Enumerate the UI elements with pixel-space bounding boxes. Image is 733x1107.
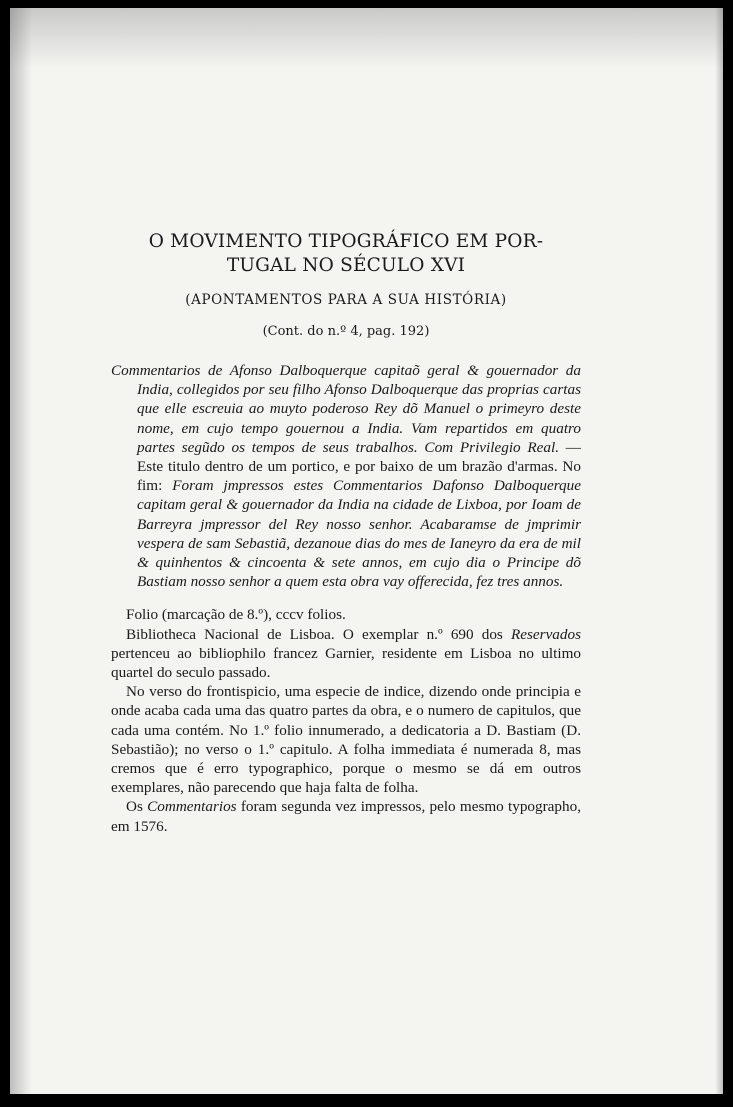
title-line-2: TUGAL NO SÉCULO XVI — [226, 255, 466, 276]
bibliographic-entry — [111, 361, 581, 591]
entry-title: Commentarios de Afonso Dalboquerque capitaõ geral & gouernador da India, collegidos por seu filho Afonso Dalboquerque das proprias cartas que elle escreuia ao muyto poderoso Rey dõ Manuel o primeyro deste nome, em cujo tempo gouernou a India. Vam repartidos em quatro partes segũdo os tempos de seus trabalhos. Com Privilegio Real. — [111, 362, 581, 456]
commentarios-title: Commentarios — [147, 798, 237, 816]
bibliotheca-paragraph — [111, 625, 581, 683]
scan-shadow-left — [10, 8, 32, 1094]
scanned-page — [10, 8, 723, 1094]
continuation-note: (Cont. do n.º 4, pag. 192) — [262, 324, 430, 339]
entry-description: — Este titulo dentro de um portico, e por baixo de um brazão d'armas. No fim: — [137, 438, 581, 495]
article-title — [111, 230, 581, 278]
verso-paragraph: No verso do frontispicio, uma especie de indice, dizendo onde principia e onde acaba cada uma das quatro partes da obra, e o numero de capitulos, que cada uma contém. No 1.º folio innumerado, a dedicatoria a D. Bastiam (D. Sebastião); no verso o 1.º capitulo. A folha immediata é numerada 8, mas cremos que é erro typographico, porque o mesmo se dá em outros exemplares, não parecendo que haja falta de folha. — [111, 683, 581, 797]
bibliotheca-text-b: pertenceu ao bibliophilo francez Garnier, residente em Lisboa no ultimo quartel do seculo passado. — [111, 644, 581, 682]
article-subtitle: (APONTAMENTOS PARA A SUA HISTÓRIA) — [185, 292, 507, 308]
scan-shadow-top — [10, 8, 723, 68]
folio-paragraph: Folio (marcação de 8.º), cccv folios. — [126, 606, 346, 624]
article-body — [111, 230, 581, 836]
scan-shadow-right — [715, 8, 723, 1094]
commentarios-text-b: foram segunda vez impressos, pelo mesmo typographo, em 1576. — [111, 798, 581, 835]
title-line-1: O MOVIMENTO TIPOGRÁFICO EM POR- — [148, 231, 544, 252]
bibliotheca-text-a: Bibliotheca Nacional de Lisboa. O exemplar n.º 690 dos — [126, 625, 511, 643]
entry-colophon: Foram jmpressos estes Commentarios Dafonso Dalboquerque capitam geral & gouernador da India na cidade de Lixboa, por Ioam de Barreyra jmpressor del Rey nosso senhor. Acabaramse de jmprimir vespera de sam Sebastiã, dezanoue dias do mes de Ianeyro da era de mil & quinhentos & cincoenta & sete annos, em cujo dia o Principe dõ Bastiam nosso senhor a quem esta obra vay offerecida, fez tres annos. — [137, 477, 581, 591]
commentarios-paragraph — [111, 797, 581, 835]
bibliotheca-reservados: Reservados — [510, 625, 581, 643]
commentarios-text-a: Os — [126, 798, 148, 816]
